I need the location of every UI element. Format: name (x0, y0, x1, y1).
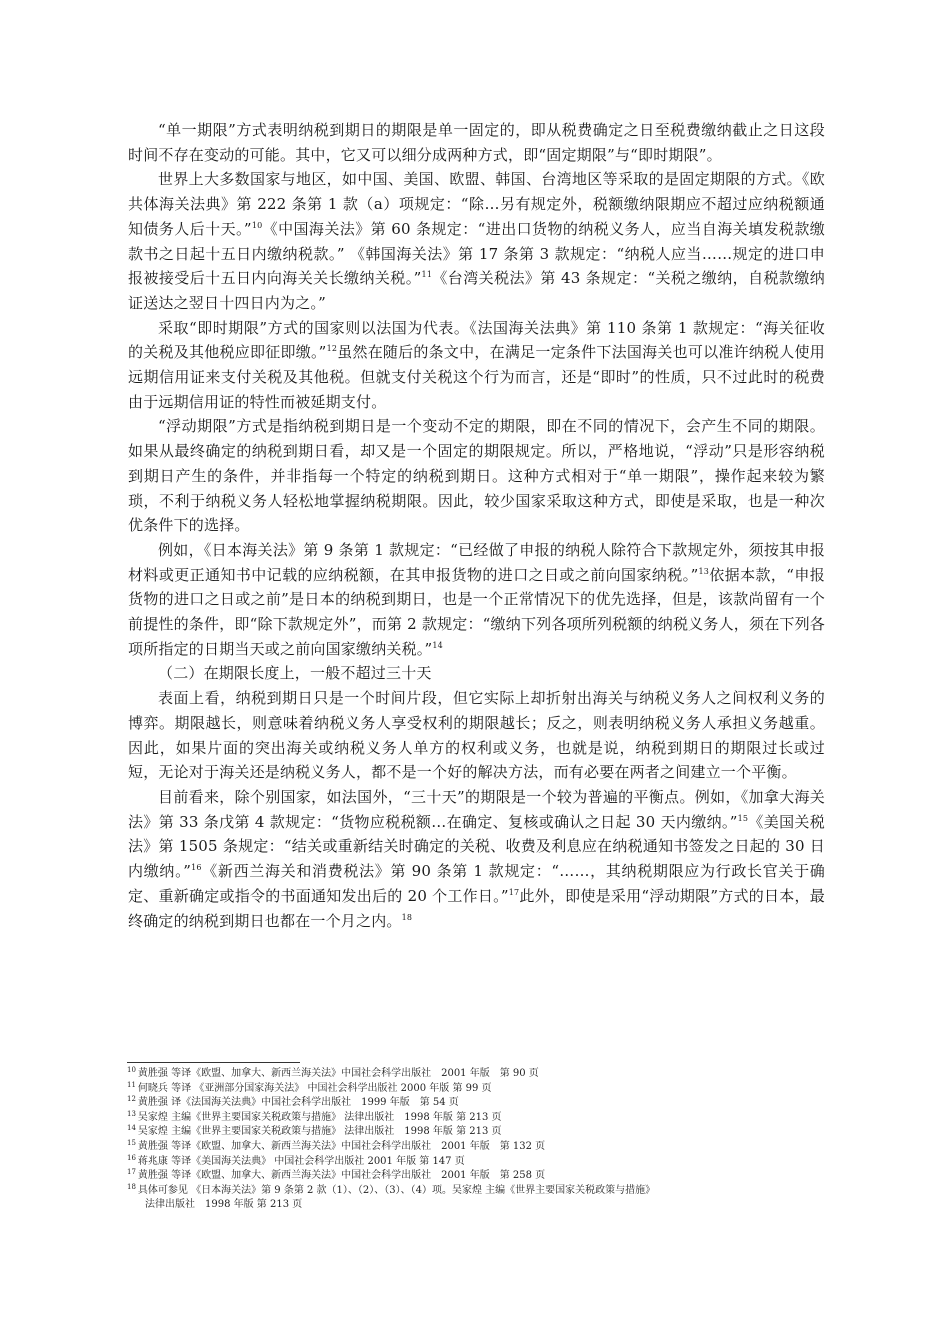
footnote-number: 17 (127, 1168, 136, 1177)
footnote-ref: 10 (251, 220, 263, 230)
footnote (127, 1184, 827, 1199)
footnote-text: 黄胜强 等译《欧盟、加拿大、新西兰海关法》中国社会科学出版社 2001 年版 第 258 页 (137, 1170, 546, 1182)
paragraph (128, 686, 825, 785)
paragraph (128, 118, 825, 167)
footnote-ref: 17 (508, 887, 520, 897)
footnote-ref: 11 (421, 270, 433, 280)
footnote-ref: 14 (432, 640, 443, 650)
footnote (127, 1096, 827, 1111)
section-subheading (128, 661, 825, 686)
footnote-number: 18 (127, 1182, 136, 1191)
paragraph-text: “浮动期限”方式是指纳税到期日是一个变动不定的期限，即在不同的情况下，会产生不同的期限。如果从最终确定的纳税到期日看，却又是一个固定的期限规定。所以，严格地说，“浮动”只是形容纳税到期日产生的条件，并非指每一个特定的纳税到期日。这种方式相对于“单一期限”，操作起来较为繁琐，不利于纳税义务人轻松地掌握纳税期限。因此，较少国家采取这种方式，即使是采取，也是一种次优条件下的选择。 (128, 417, 825, 535)
footnote (127, 1169, 827, 1184)
footnote-text: 黄胜强 译《法国海关法典》中国社会科学出版社 1999 年版 第 54 页 (137, 1097, 459, 1109)
paragraph (128, 538, 825, 662)
footnote-text: 具体可参见 《日本海关法》第 9 条第 2 款（1）、（2）、（3）、（4）项。吴家煌 主编《世界主要国家关税政策与措施》 (137, 1184, 656, 1196)
paragraph-text: 《美国关税法》第 1505 条规定：“结关或重新结关时确定的关税、收费及利息应在纳税通知书签发之日起的 30 日内缴纳。” (128, 812, 825, 881)
footnote (127, 1140, 827, 1155)
footnotes (127, 1067, 827, 1213)
footnote-ref: 15 (737, 813, 749, 823)
footnote (127, 1155, 827, 1170)
paragraph-text: 《台湾关税法》第 43 条规定：“关税之缴纳，自税款缴纳证送达之翌日十四日内为之。” (128, 269, 825, 312)
paragraph-text: 目前看来，除个别国家，如法国外，“三十天”的期限是一个较为普遍的平衡点。例如，《加拿大海关法》第 33 条戊第 4 款规定：“货物应税税额…在确定、复核或确认之日起 30 天内缴纳。” (128, 787, 825, 831)
footnote (127, 1082, 827, 1097)
footnote-text: 黄胜强 等译《欧盟、加拿大、新西兰海关法》中国社会科学出版社 2001 年版 第 90 页 (137, 1068, 539, 1079)
paragraph-text: 虽然在随后的条文中，在满足一定条件下法国海关也可以准许纳税人使用远期信用证来支付关税及其他税。但就支付关税这个行为而言，还是“即时”的性质，只不过此时的税费由于远期信用证的特性而被延期支付。 (128, 343, 825, 411)
footnote-number: 14 (127, 1124, 136, 1133)
paragraph (128, 414, 825, 538)
paragraph (128, 167, 825, 315)
paragraph-text: 表面上看，纳税到期日只是一个时间片段，但它实际上却折射出海关与纳税义务人之间权利义务的博弈。期限越长，则意味着纳税义务人享受权利的期限越长；反之，则表明纳税义务人承担义务越重。因此，如果片面的突出海关或纳税义务人单方的权利或义务，也就是说，纳税到期日的期限过长或过短，无论对于海关还是纳税义务人，都不是一个好的解决方法，而有必要在两者之间建立一个平衡。 (128, 689, 825, 782)
paragraph-text: （二）在期限长度上，一般不超过三十天 (158, 664, 432, 683)
paragraph-text: 采取“即时期限”方式的国家则以法国为代表。《法国海关法典》第 110 条第 1 款规定：“海关征收的关税及其他税应即征即缴。” (128, 318, 825, 362)
paragraph-text: 依据本款，“申报货物的进口之日或之前”是日本的纳税到期日，也是一个正常情况下的优先选择，但是，该款尚留有一个前提性的条件，即“除下款规定外”，而第 2 款规定：“缴纳下列各项所列税额的纳税义务人，须在下列各项所指定的日期当天或之前向国家缴纳关税。” (128, 565, 825, 658)
footnote-number: 16 (127, 1153, 136, 1162)
footnote (127, 1125, 827, 1140)
footnote-number: 13 (127, 1109, 136, 1118)
paragraph (128, 316, 825, 415)
footnote-separator (127, 1062, 300, 1063)
paragraph-text: 此外，即使是采用“浮动期限”方式的日本，最终确定的纳税到期日也都在一个月之内。 (128, 886, 825, 930)
paragraph-text: 《新西兰海关和消费税法》第 90 条第 1 款规定：“……，其纳税期限应为行政长官关于确定、重新确定或指令的书面通知发出后的 20 个工作日。” (128, 862, 825, 905)
footnote (127, 1067, 827, 1082)
footnote-text: 何晓兵 等译 《亚洲部分国家海关法》 中国社会科学出版社 2000 年版 第 99 页 (137, 1082, 492, 1094)
body-text (128, 118, 825, 933)
footnote-number: 11 (127, 1080, 136, 1089)
footnote-ref: 16 (191, 863, 202, 873)
footnote-text: 吴家煌 主编《世界主要国家关税政策与措施》 法律出版社 1998 年版 第 213 页 (137, 1126, 502, 1138)
footnote-number: 10 (127, 1066, 136, 1074)
footnote-text: 蒋兆康 等译《美国海关法典》 中国社会科学出版社 2001 年版 第 147 页 (137, 1155, 465, 1167)
paragraph-text: 世界上大多数国家与地区，如中国、美国、欧盟、韩国、台湾地区等采取的是固定期限的方式。《欧共体海关法典》第 222 条第 1 款（a）项规定：“除…另有规定外，税额缴纳限期应不超过应纳税额通知债务人后十天。” (128, 170, 825, 238)
footnote-ref: 12 (326, 344, 338, 354)
paragraph-text: 《中国海关法》第 60 条规定：“进出口货物的纳税义务人，应当自海关填发税款缴款书之日起十五日内缴纳税款。” 《韩国海关法》第 17 条第 3 款规定：“纳税人应当……规定的进口申报被接受后十五日内向海关关长缴纳关税。” (128, 219, 825, 288)
footnote-continuation: 法律出版社 1998 年版 第 213 页 (145, 1199, 303, 1211)
footnote-text: 吴家煌 主编《世界主要国家关税政策与措施》 法律出版社 1998 年版 第 213 页 (137, 1111, 502, 1123)
footnote-text: 黄胜强 等译《欧盟、加拿大、新西兰海关法》中国社会科学出版社 2001 年版 第 132 页 (137, 1140, 546, 1152)
footnote-number: 15 (127, 1138, 136, 1147)
paragraph-text: 例如，《日本海关法》第 9 条第 1 款规定：“已经做了申报的纳税人除符合下款规定外，须按其申报材料或更正通知书中记载的应纳税额，在其申报货物的进口之日或之前向国家纳税。” (128, 540, 825, 584)
footnote-ref: 18 (401, 912, 413, 922)
paragraph (128, 785, 825, 933)
footnote-number: 12 (127, 1095, 136, 1104)
footnote (127, 1111, 827, 1126)
paragraph-text: “单一期限”方式表明纳税到期日的期限是单一固定的，即从税费确定之日至税费缴纳截止之日这段时间不存在变动的可能。其中，它又可以细分成两种方式，即“固定期限”与“即时期限”。 (128, 121, 825, 164)
footnote-ref: 13 (698, 566, 710, 576)
